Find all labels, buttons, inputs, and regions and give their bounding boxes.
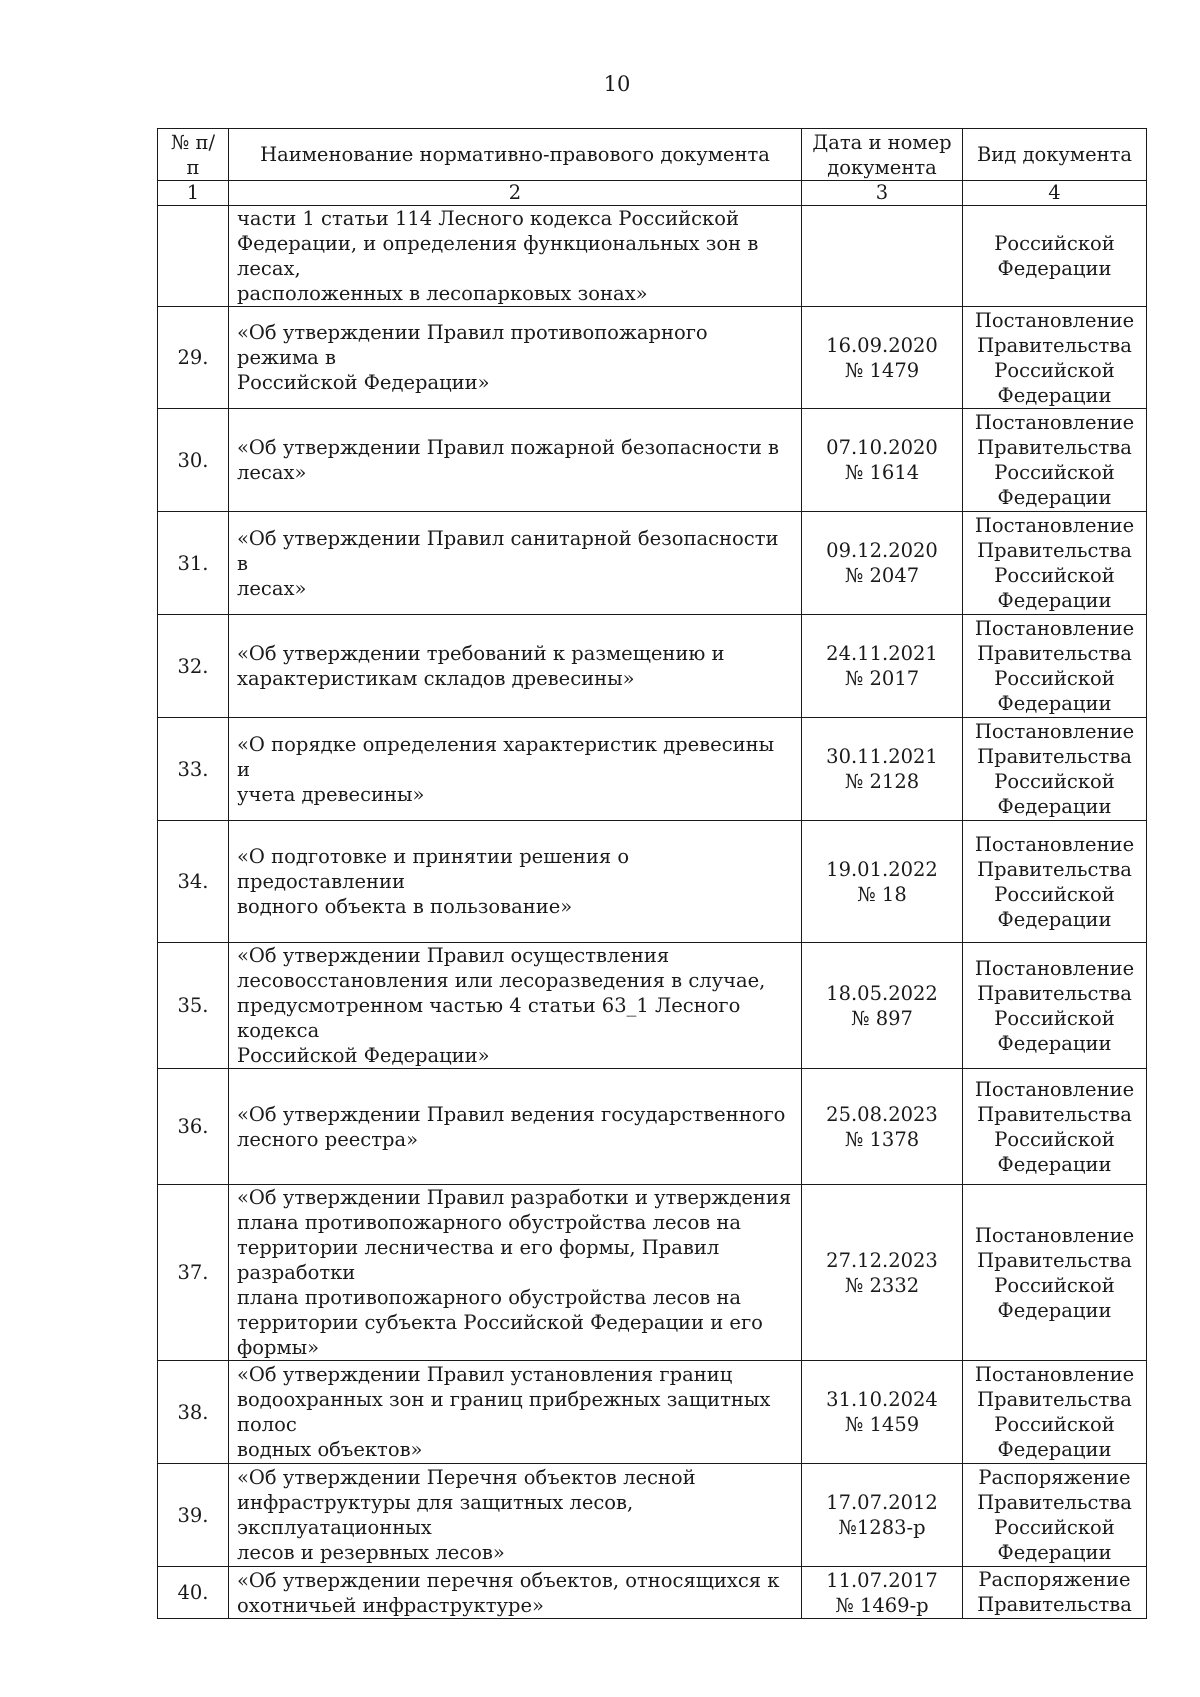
row-name <box>229 821 802 943</box>
row-date-value: 16.09.2020 <box>826 333 938 357</box>
row-type-line: Правительства <box>977 1248 1132 1272</box>
row-type-line: Постановление <box>974 1363 1135 1386</box>
row-type <box>963 1567 1147 1619</box>
row-date-value: 30.11.2021 <box>826 745 938 768</box>
row-type <box>963 512 1147 615</box>
row-type-line: Федерации <box>997 589 1112 612</box>
row-name-line: лесов и резервных лесов» <box>237 1541 505 1564</box>
row-type-line: Российской <box>994 564 1115 587</box>
row-date-value: 27.12.2023 <box>826 1248 938 1272</box>
row-date <box>802 718 963 821</box>
row-type-line: Постановление <box>974 411 1135 434</box>
row-type-line: Российской <box>994 1006 1115 1030</box>
table-row <box>158 615 1147 718</box>
row-name <box>229 615 802 718</box>
row-name-line: части 1 статьи 114 Лесного кодекса Российской <box>237 207 739 230</box>
row-date <box>802 1185 963 1361</box>
row-type-line: Федерации <box>997 795 1112 818</box>
row-name-line: учета древесины» <box>237 782 425 806</box>
col-number-1: 1 <box>158 181 229 206</box>
row-doc-number: № 2332 <box>844 1273 920 1297</box>
row-name-line: расположенных в лесопарковых зонах» <box>237 282 648 305</box>
row-type-line: Федерации <box>997 692 1112 715</box>
row-type-line: Постановление <box>974 308 1135 332</box>
row-type-line: Федерации <box>997 486 1112 509</box>
row-type <box>963 718 1147 821</box>
row-name-line: «Об утверждении Правил пожарной безопасности в <box>237 436 780 459</box>
header-date <box>802 129 963 181</box>
row-type-line: Правительства <box>977 1102 1132 1126</box>
column-numbers-row <box>158 181 1147 206</box>
row-date <box>802 206 963 307</box>
row-date <box>802 821 963 943</box>
row-type-line: Постановление <box>974 720 1135 743</box>
row-date-value: 24.11.2021 <box>826 642 938 665</box>
table-row <box>158 943 1147 1069</box>
row-type-line: Федерации <box>997 1031 1112 1055</box>
row-type-line: Постановление <box>974 514 1135 537</box>
row-name-line: «О подготовке и принятии решения о предоставлении <box>237 845 630 893</box>
row-type <box>963 821 1147 943</box>
row-name-line: водного объекта в пользование» <box>237 895 573 918</box>
row-type-line: Правительства <box>977 1388 1132 1411</box>
row-doc-number: № 18 <box>857 882 907 906</box>
row-name-line: Федерации, и определения функциональных зон в лесах, <box>237 232 759 280</box>
row-type <box>963 943 1147 1069</box>
row-num: 32. <box>158 615 229 718</box>
row-num: 39. <box>158 1464 229 1567</box>
row-name-line: Российской Федерации» <box>237 1044 490 1067</box>
row-name <box>229 206 802 307</box>
row-type-line: Постановление <box>974 617 1135 640</box>
row-name-line: «Об утверждении требований к размещению и <box>237 642 725 665</box>
documents-table <box>157 128 1147 1619</box>
table-row <box>158 1069 1147 1185</box>
row-doc-number: № 1614 <box>844 461 920 484</box>
row-date-value: 07.10.2020 <box>826 436 938 459</box>
row-type-line: Российской <box>994 1127 1115 1151</box>
header-date-line1: Дата и номер <box>812 130 952 154</box>
row-type-line: Правительства <box>977 1593 1132 1616</box>
row-type-line: Российской <box>994 882 1115 906</box>
row-date <box>802 409 963 512</box>
row-name-line: характеристикам складов древесины» <box>237 667 635 690</box>
row-name-line: «Об утверждении Правил ведения государственного <box>237 1102 786 1126</box>
row-num: 37. <box>158 1185 229 1361</box>
row-name <box>229 943 802 1069</box>
row-name-line: территории субъекта Российской Федерации и его <box>237 1311 763 1334</box>
page-number: 10 <box>603 72 631 96</box>
header-name: Наименование нормативно-правового документа <box>229 129 802 181</box>
row-date-value: 11.07.2017 <box>826 1568 938 1592</box>
row-type-line: Федерации <box>997 383 1112 407</box>
row-type <box>963 1464 1147 1567</box>
row-name-line: «О порядке определения характеристик древесины и <box>237 732 775 781</box>
table-row <box>158 1567 1147 1619</box>
row-doc-number: № 2128 <box>844 770 920 793</box>
row-type <box>963 1069 1147 1185</box>
row-name-line: плана противопожарного обустройства лесов на <box>237 1211 742 1234</box>
header-type: Вид документа <box>963 129 1147 181</box>
row-num: 29. <box>158 307 229 409</box>
row-type-line: Правительства <box>977 642 1132 665</box>
row-type-line: Российской <box>994 1273 1115 1297</box>
row-name-line: «Об утверждении Правил разработки и утверждения <box>237 1186 792 1209</box>
row-name-line: плана противопожарного обустройства лесов на <box>237 1286 742 1309</box>
row-type-line: Российской <box>994 667 1115 690</box>
row-date <box>802 1464 963 1567</box>
row-name-line: инфраструктуры для защитных лесов, эксплуатационных <box>237 1491 634 1539</box>
row-name-line: лесного реестра» <box>237 1127 419 1151</box>
row-type-line: Правительства <box>977 981 1132 1005</box>
row-num: 36. <box>158 1069 229 1185</box>
row-name-line: предусмотренном частью 4 статьи 63_1 Лесного кодекса <box>237 994 741 1042</box>
row-type-line: Федерации <box>997 1298 1112 1322</box>
row-name-line: формы» <box>237 1336 320 1359</box>
row-type <box>963 1361 1147 1464</box>
row-date <box>802 615 963 718</box>
row-name-line: Российской Федерации» <box>237 371 490 394</box>
row-num: 38. <box>158 1361 229 1464</box>
row-name-line: «Об утверждении Перечня объектов лесной <box>237 1466 696 1489</box>
row-name-line: лесах» <box>237 576 307 600</box>
table-row <box>158 1464 1147 1567</box>
row-name <box>229 1185 802 1361</box>
row-date-value: 31.10.2024 <box>826 1388 938 1411</box>
row-type <box>963 409 1147 512</box>
row-date <box>802 943 963 1069</box>
row-date-value: 09.12.2020 <box>826 539 938 562</box>
row-doc-number: № 1459 <box>844 1413 920 1436</box>
row-name-line: «Об утверждении Правил установления границ <box>237 1363 733 1386</box>
row-type-line: Российской <box>994 1516 1115 1539</box>
row-doc-number: № 2047 <box>844 564 920 587</box>
row-type <box>963 307 1147 409</box>
row-type-line: Распоряжение <box>978 1568 1131 1591</box>
table-row <box>158 1361 1147 1464</box>
table-body <box>158 206 1147 1619</box>
row-date-value: 17.07.2012 <box>826 1491 938 1514</box>
row-type-line: Российской <box>994 1413 1115 1436</box>
row-doc-number: № 1378 <box>844 1127 920 1151</box>
row-date <box>802 307 963 409</box>
col-number-2: 2 <box>229 181 802 206</box>
row-type-line: Российской <box>994 358 1115 382</box>
row-name-line: «Об утверждении Правил осуществления <box>237 944 670 967</box>
row-num: 33. <box>158 718 229 821</box>
row-num: 35. <box>158 943 229 1069</box>
row-doc-number: № 2017 <box>844 667 920 690</box>
row-num: 31. <box>158 512 229 615</box>
col-number-4: 4 <box>963 181 1147 206</box>
row-date <box>802 512 963 615</box>
row-type-line: Федерации <box>997 1438 1112 1461</box>
row-name-line: «Об утверждении Правил противопожарного режима в <box>237 321 708 369</box>
row-doc-number: № 897 <box>851 1006 913 1030</box>
row-date <box>802 1361 963 1464</box>
row-doc-number: № 1469-р <box>835 1593 929 1617</box>
row-num <box>158 206 229 307</box>
table-header-row <box>158 129 1147 181</box>
row-date <box>802 1069 963 1185</box>
row-doc-number: №1283-р <box>838 1516 926 1539</box>
table-row <box>158 1185 1147 1361</box>
row-name-line: охотничьей инфраструктуре» <box>237 1593 544 1617</box>
row-name-line: лесах» <box>237 461 307 484</box>
header-date-line2: документа <box>827 155 937 179</box>
row-name <box>229 512 802 615</box>
table-row-continued <box>158 206 1147 307</box>
row-type-line: Федерации <box>997 1152 1112 1176</box>
row-date <box>802 1567 963 1619</box>
row-num: 30. <box>158 409 229 512</box>
row-type-line: Правительства <box>977 1491 1132 1514</box>
row-type <box>963 615 1147 718</box>
row-type-line: Постановление <box>974 1077 1135 1101</box>
row-type-line: Распоряжение <box>978 1466 1131 1489</box>
table-row <box>158 409 1147 512</box>
row-type-line: Правительства <box>977 745 1132 768</box>
row-name <box>229 1361 802 1464</box>
row-name <box>229 718 802 821</box>
row-type <box>963 206 1147 307</box>
row-type-line: Постановление <box>974 832 1135 856</box>
row-name-line: водных объектов» <box>237 1438 423 1461</box>
row-num: 34. <box>158 821 229 943</box>
row-name <box>229 1069 802 1185</box>
col-number-3: 3 <box>802 181 963 206</box>
header-num: № п/п <box>158 129 229 181</box>
row-name <box>229 1464 802 1567</box>
row-name-line: лесовосстановления или лесоразведения в случае, <box>237 969 766 992</box>
row-type-line: Федерации <box>997 257 1112 280</box>
row-type <box>963 1185 1147 1361</box>
row-name <box>229 1567 802 1619</box>
row-type-line: Правительства <box>977 333 1132 357</box>
row-type-line: Федерации <box>997 1541 1112 1564</box>
row-name-line: «Об утверждении Правил санитарной безопасности в <box>237 526 779 575</box>
row-type-line: Российской <box>994 770 1115 793</box>
row-date-value: 25.08.2023 <box>826 1102 938 1126</box>
row-type-line: Федерации <box>997 907 1112 931</box>
table-row <box>158 821 1147 943</box>
row-date-value: 19.01.2022 <box>826 857 938 881</box>
table-row <box>158 307 1147 409</box>
row-name <box>229 307 802 409</box>
row-type-line: Постановление <box>974 1223 1135 1247</box>
table-row <box>158 718 1147 821</box>
row-date-value: 18.05.2022 <box>826 981 938 1005</box>
row-type-line: Правительства <box>977 857 1132 881</box>
row-type-line: Российской <box>994 232 1115 255</box>
row-name-line: «Об утверждении перечня объектов, относящихся к <box>237 1568 780 1592</box>
row-type-line: Постановление <box>974 956 1135 980</box>
row-num: 40. <box>158 1567 229 1619</box>
row-doc-number: № 1479 <box>844 358 920 382</box>
row-name <box>229 409 802 512</box>
row-name-line: водоохранных зон и границ прибрежных защитных полос <box>237 1388 771 1436</box>
table-row <box>158 512 1147 615</box>
row-type-line: Правительства <box>977 539 1132 562</box>
row-name-line: территории лесничества и его формы, Правил разработки <box>237 1236 720 1284</box>
row-type-line: Правительства <box>977 436 1132 459</box>
row-type-line: Российской <box>994 461 1115 484</box>
